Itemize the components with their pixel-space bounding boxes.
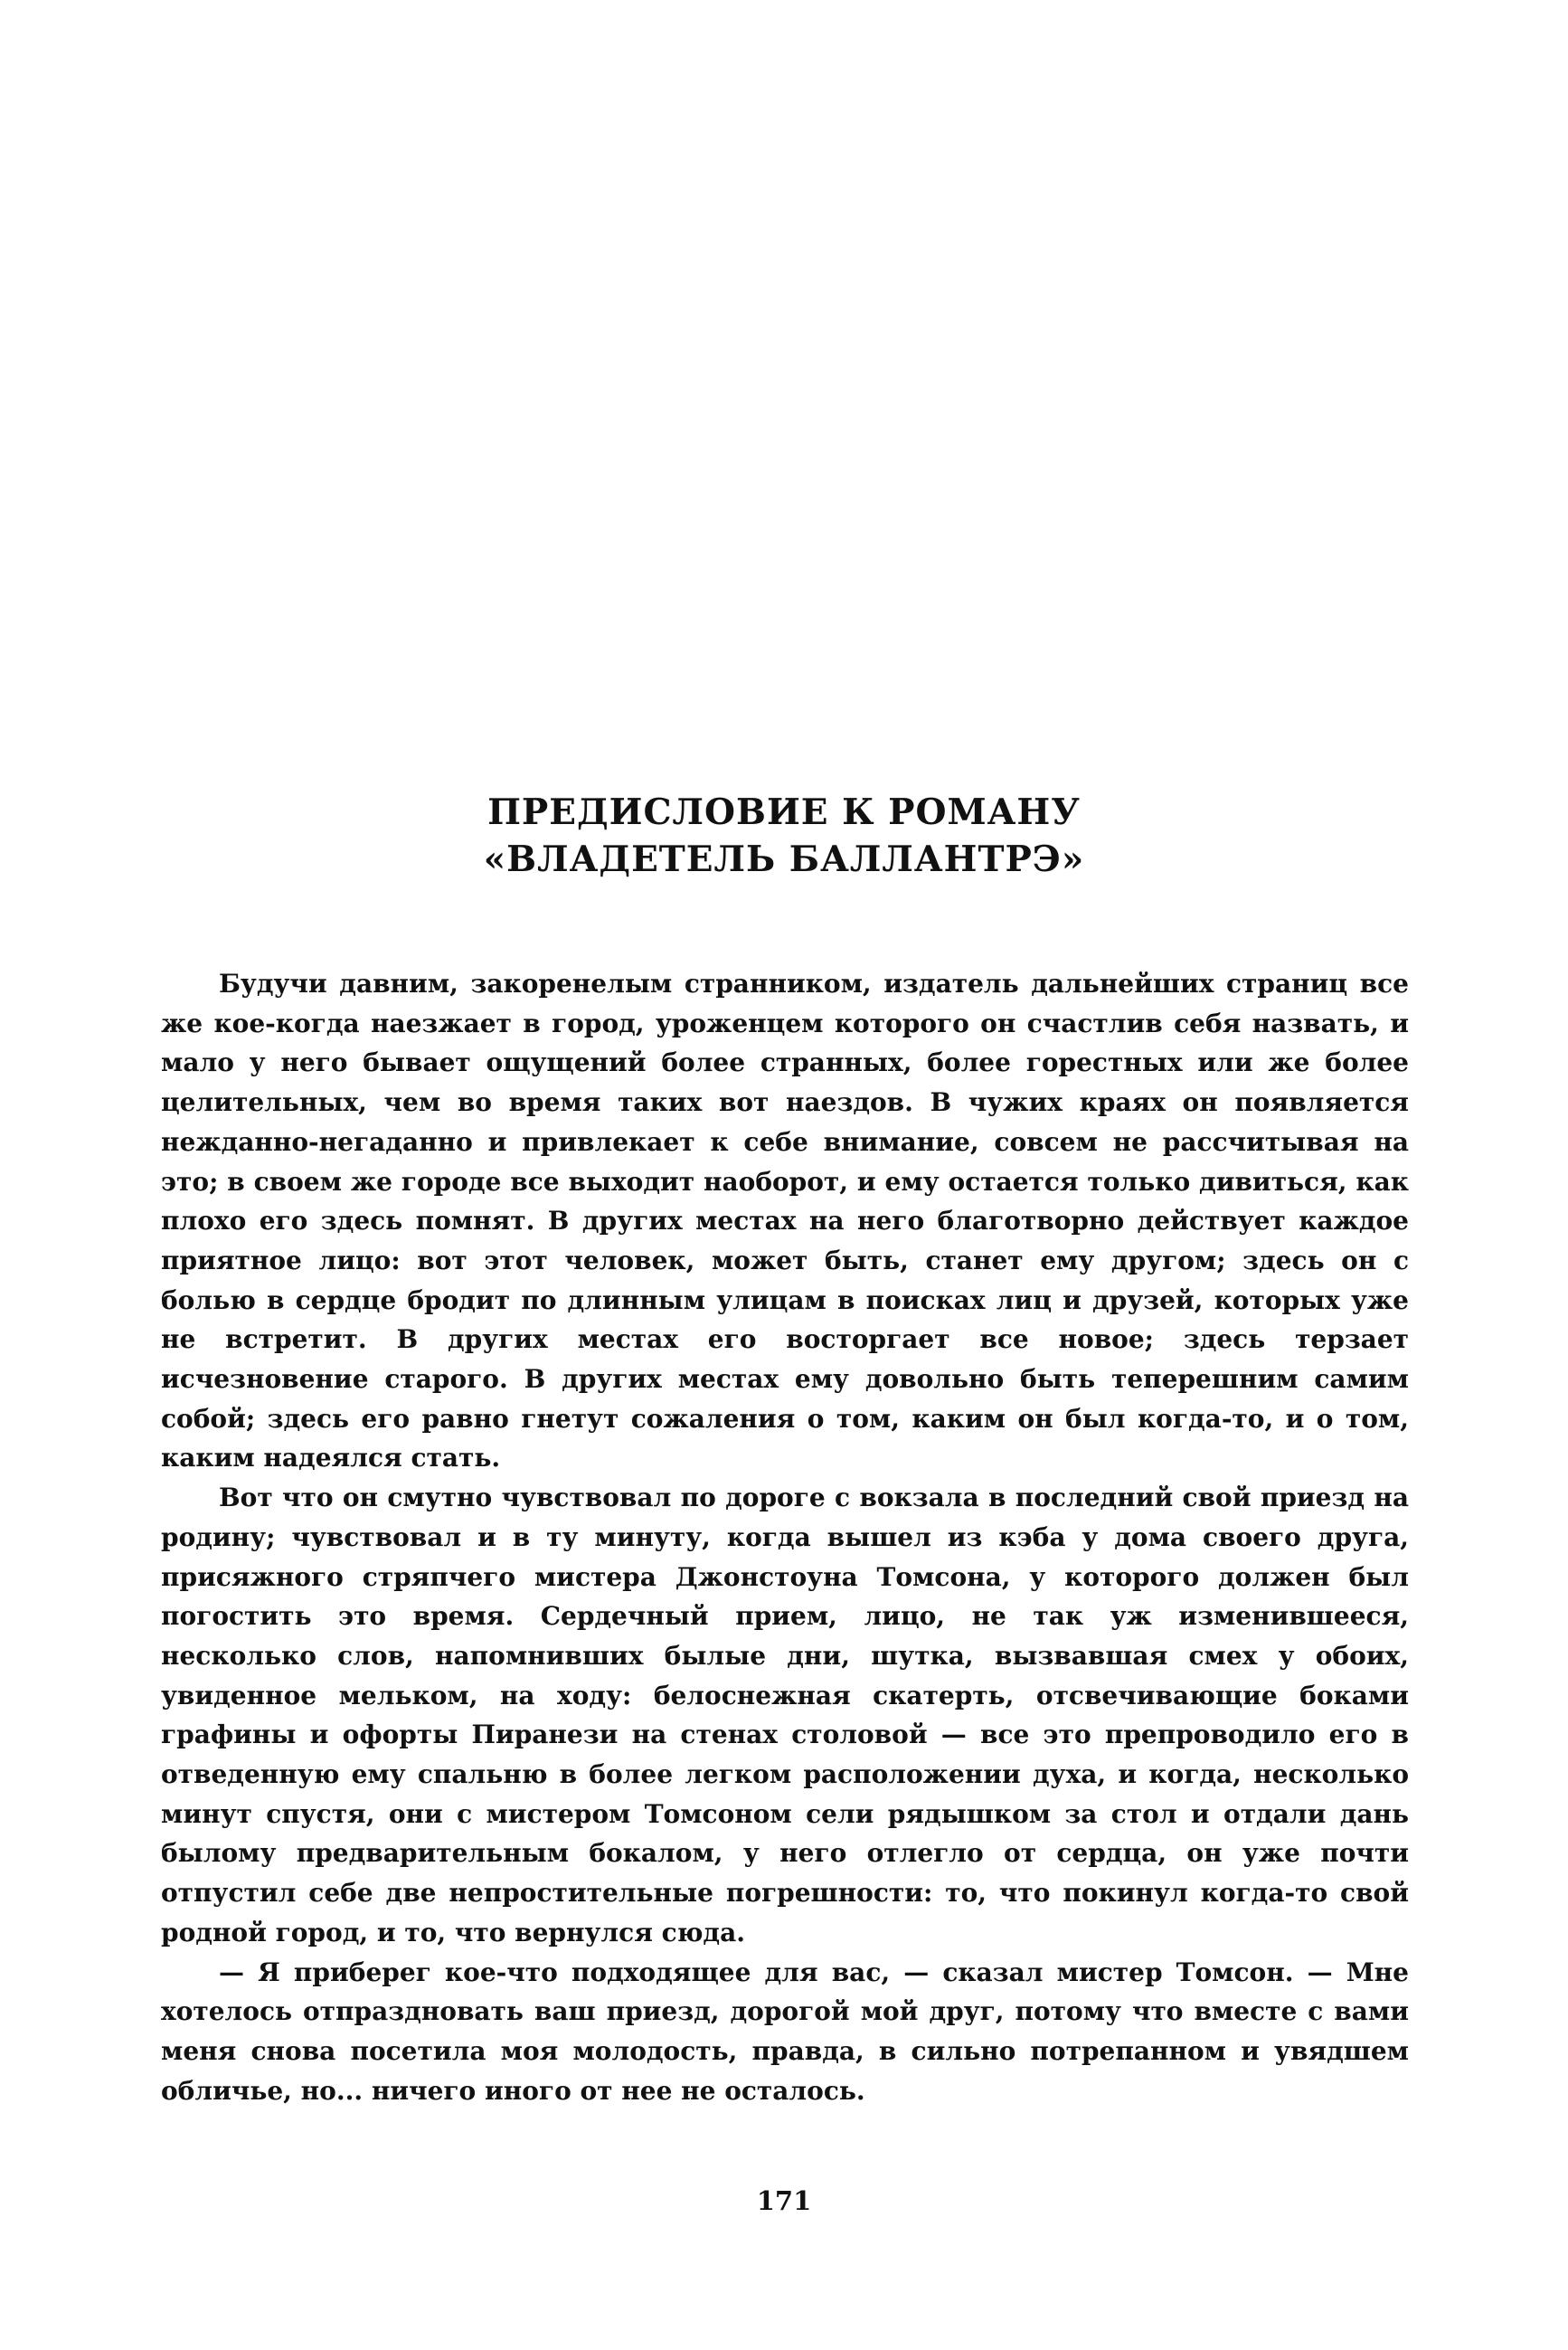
- paragraph-3: — Я приберег кое-что подходящее для вас, — сказал мистер Томсон. — Мне хотелось отпраздновать ваш приезд, дорогой мой друг, потому что вместе с вами меня снова посетила моя молодость, правда, в сильно потрепанном и увядшем обличье, но... ничего иного от нее не осталось.: [161, 1957, 1409, 2106]
- chapter-title-line-1: ПРЕДИСЛОВИЕ К РОМАНУ: [487, 791, 1081, 833]
- paragraph-2: Вот что он смутно чувствовал по дороге с вокзала в последний свой приезд на родину; чувствовал и в ту минуту, когда вышел из кэба у дома своего друга, присяжного стряпчего мистера Джонстоуна Томсона, у которого должен был погостить это время. Сердечный прием, лицо, не так уж изменившееся, несколько слов, напомнивших былые дни, шутка, вызвавшая смех у обоих, увиденное мельком, на ходу: белоснежная скатерть, отсвечивающие боками графины и офорты Пиранези на стенах столовой — все это препроводило его в отведенную ему спальню в более легком расположении духа, и когда, несколько минут спустя, они с мистером Томсоном сели рядышком за стол и отдали дань былому предварительным бокалом, у него отлегло от сердца, он уже почти отпустил себе две непростительные погрешности: то, что покинул когда-то свой родной город, и то, что вернулся сюда.: [161, 1483, 1409, 1947]
- body-text: [161, 964, 1409, 2110]
- chapter-title: [0, 789, 1568, 883]
- page-number: 171: [756, 2185, 812, 2216]
- chapter-title-line-2: «ВЛАДЕТЕЛЬ БАЛЛАНТРЭ»: [483, 839, 1085, 880]
- paragraph-1: Будучи давним, закоренелым странником, издатель дальнейших страниц все же кое-когда наезжает в город, уроженцем которого он счастлив себя назвать, и мало у него бывает ощущений более странных, более горестных или же более целительных, чем во время таких вот наездов. В чужих краях он появляется нежданно-негаданно и привлекает к себе внимание, совсем не рассчитывая на это; в своем же городе все выходит наоборот, и ему остается только дивиться, как плохо его здесь помнят. В других местах на него благотворно действует каждое приятное лицо: вот этот человек, может быть, станет ему другом; здесь он с болью в сердце бродит по длинным улицам в поисках лиц и друзей, которых уже не встретит. В других местах его восторгает все новое; здесь терзает исчезновение старого. В других местах ему довольно быть теперешним самим собой; здесь его равно гнетут сожаления о том, каким он был когда-то, и о том, каким надеялся стать.: [161, 969, 1409, 1473]
